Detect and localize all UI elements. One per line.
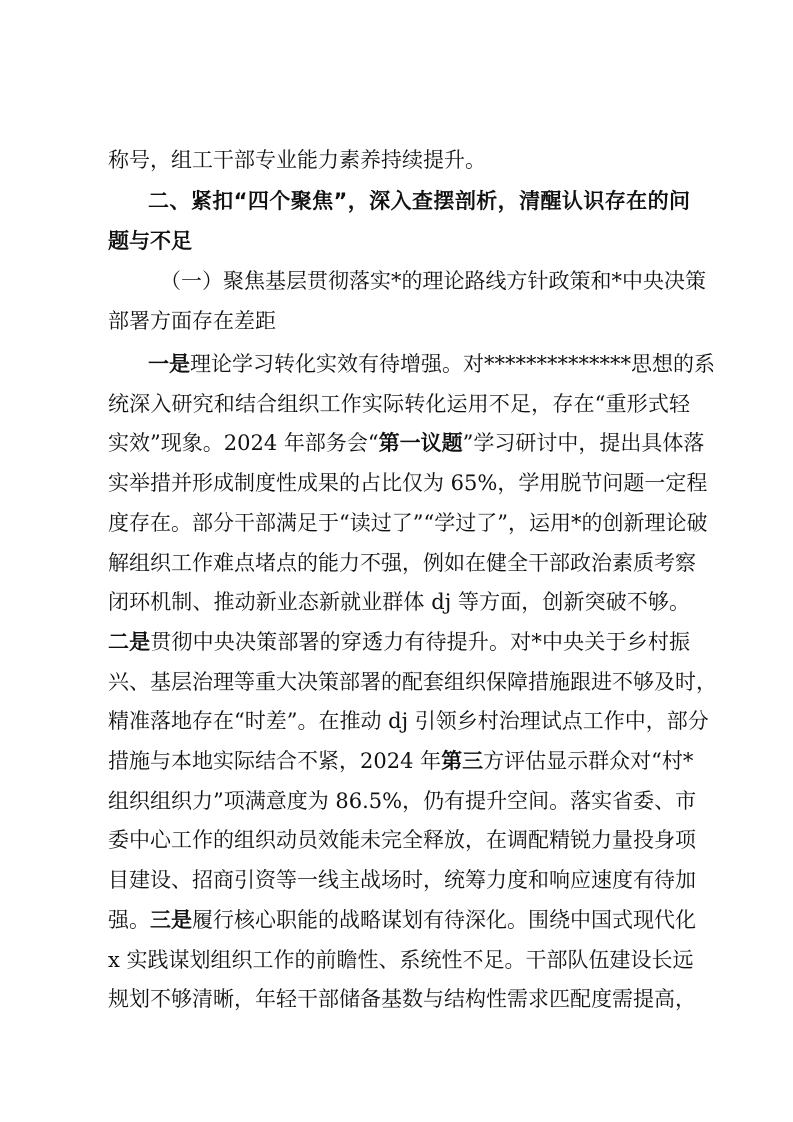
paragraph-line: [108, 746, 694, 776]
text-run: 兴、基层治理等重大决策部署的配套组织保障措施跟进不够及时，: [108, 670, 717, 694]
text-run: 度存在。部分干部满足于“读过了”“学过了”，运用*的创新理论破: [108, 511, 708, 535]
text-run: 目建设、招商引资等一线主战场时，统筹力度和响应速度有待加: [108, 868, 696, 892]
paragraph-line: [108, 587, 690, 617]
text-run: 解组织工作难点堵点的能力不强，例如在健全干部政治素质考察: [108, 551, 696, 575]
text-run: 部署方面存在差距: [108, 309, 276, 333]
paragraph-line: [108, 786, 697, 816]
paragraph-line: [108, 945, 694, 975]
paragraph-line: [108, 508, 708, 538]
emphasis-text: 一是: [148, 352, 190, 376]
text-run: 精准落地存在“时差”。在推动 dj 引领乡村治理试点工作中，部分: [108, 709, 709, 733]
paragraph-line: [108, 905, 696, 935]
paragraph-line: [108, 667, 717, 697]
paragraph-line: [108, 145, 690, 175]
section-heading-line: [148, 186, 690, 216]
emphasis-text: 第三: [441, 749, 484, 773]
text-run: 统深入研究和结合组织工作实际转化运用不足，存在“重形式轻: [108, 392, 690, 416]
paragraph-line: [148, 349, 715, 379]
text-run: 方评估显示群众对“村*: [483, 749, 694, 773]
text-run: x 实践谋划组织工作的前瞻性、系统性不足。干部队伍建设长远: [108, 948, 694, 972]
text-run: 组织组织力”项满意度为 86.5%，仍有提升空间。落实省委、市: [108, 789, 697, 813]
emphasis-text: 三是: [150, 908, 192, 932]
text-run: 履行核心职能的战略谋划有待深化。围绕中国式现代化: [192, 908, 696, 932]
text-run: 题与不足: [108, 229, 192, 253]
text-run: 强。: [108, 908, 150, 932]
emphasis-text: 第一议题: [378, 431, 463, 455]
paragraph-line: [160, 266, 706, 296]
paragraph-line: [108, 984, 696, 1014]
text-run: （一）聚焦基层贯彻落实*的理论路线方针政策和*中央决策: [160, 269, 706, 293]
paragraph-line: [108, 306, 690, 336]
text-run: ”学习研讨中，提出具体落: [462, 431, 705, 455]
paragraph-line: [108, 825, 696, 855]
text-run: 理论学习转化实效有待增强。对**************思想的系: [190, 352, 715, 376]
text-run: 实效”现象。2024 年部务会“: [108, 431, 379, 455]
paragraph-line: [108, 865, 696, 895]
section-heading-line: [108, 226, 690, 256]
paragraph-line: [108, 706, 709, 736]
text-run: 二、紧扣“四个聚焦”，深入查摆剖析，清醒认识存在的问: [148, 189, 690, 213]
text-run: 委中心工作的组织动员效能未完全释放，在调配精锐力量投身项: [108, 828, 696, 852]
text-run: 贯彻中央决策部署的穿透力有待提升。对*中央关于乡村振: [150, 630, 691, 654]
text-run: 闭环机制、推动新业态新就业群体 dj 等方面，创新突破不够。: [108, 590, 690, 614]
paragraph-line: [108, 468, 708, 498]
paragraph-line: [108, 389, 690, 419]
emphasis-text: 二是: [108, 630, 151, 654]
text-run: 规划不够清晰，年轻干部储备基数与结构性需求匹配度需提高，: [108, 987, 696, 1011]
paragraph-line: [108, 548, 696, 578]
text-run: 措施与本地实际结合不紧，2024 年: [108, 749, 442, 773]
paragraph-line: [108, 627, 690, 657]
text-run: 称号，组工干部专业能力素养持续提升。: [108, 148, 486, 172]
paragraph-line: [108, 428, 705, 458]
text-run: 实举措并形成制度性成果的占比仅为 65%，学用脱节问题一定程: [108, 471, 708, 495]
